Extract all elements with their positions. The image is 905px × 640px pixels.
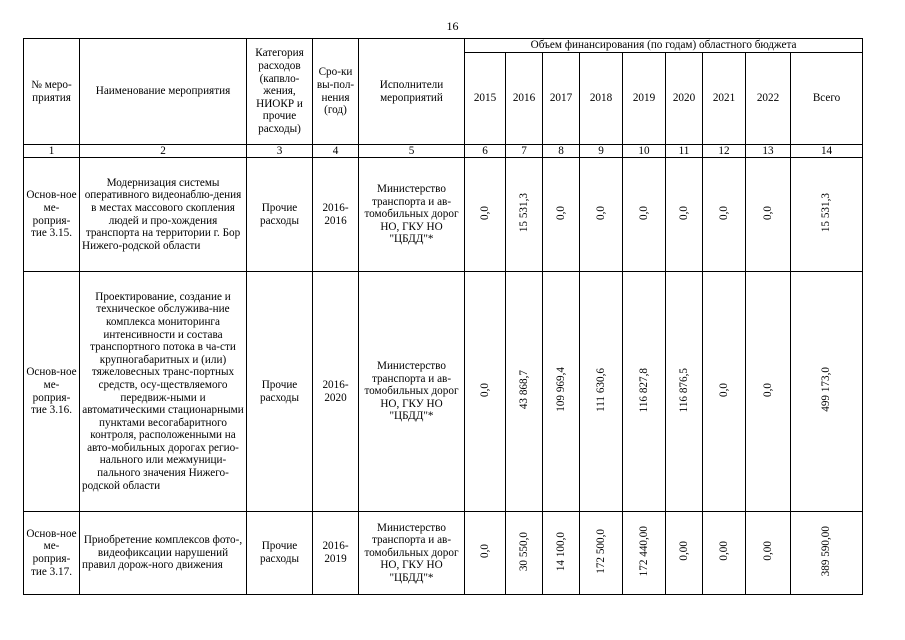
value-2019: 0,0 [637,205,650,220]
value-2016: 43 868,7 [517,370,530,410]
column-number: 1 [24,145,80,158]
value-2016: 15 531,3 [517,193,530,233]
header-number: № меро-приятия [24,39,80,145]
header-year-2016: 2016 [506,53,543,145]
value-2020: 116 876,5 [677,367,690,412]
value-total: 389 590,00 [820,526,833,577]
executors: Министерство транспорта и ав-томобильных дорог НО, ГКУ НО "ЦБДД"* [359,512,465,595]
measure-name: Модернизация системы оперативного видеонаблю-дения в местах массового скопления людей и про-хождения транспорта на территории г. Бор Нижего-родской области [80,158,247,272]
value-2022: 0,0 [761,382,774,397]
header-year-2018: 2018 [580,53,623,145]
header-year-2020: 2020 [666,53,703,145]
column-number: 2 [80,145,247,158]
column-number: 8 [543,145,580,158]
column-number: 4 [313,145,359,158]
column-number: 12 [703,145,746,158]
page-number: 16 [446,19,459,33]
header-name: Наименование мероприятия [80,39,247,145]
header-year-2022: 2022 [746,53,791,145]
column-number-row [24,145,863,158]
header-year-2017: 2017 [543,53,580,145]
value-2022: 0,0 [761,205,774,220]
column-number: 3 [247,145,313,158]
header-executors: Исполнители мероприятий [359,39,465,145]
measure-number: Основ-ное ме-роприя-тие 3.16. [24,272,80,512]
execution-period: 2016-2020 [313,272,359,512]
column-number: 14 [791,145,863,158]
value-total: 499 173,0 [820,367,833,413]
execution-period: 2016-2016 [313,158,359,272]
column-number: 11 [666,145,703,158]
execution-period: 2016-2019 [313,512,359,595]
header-period: Сро-ки вы-пол-нения (год) [313,39,359,145]
measure-name: Проектирование, создание и техническое обслужива-ние комплекса мониторинга интенсивности и состава транспортного потока в ча-сти крупногабаритных и (или) тяжеловесных транс-портных средств, осу-ществляемого передвиж-ными и автоматическими стационарными пунктами весогабаритного контроля, расположенными на авто-мобильных дорогах регио-нального или межмуници-пального значения Нижего-родской области [80,272,247,512]
header-year-2019: 2019 [623,53,666,145]
value-2020: 0,0 [677,205,690,220]
value-2021: 0,00 [717,541,730,561]
measure-number: Основ-ное ме-роприя-тие 3.15. [24,158,80,272]
header-total: Всего [791,53,863,145]
executors: Министерство транспорта и ав-томобильных дорог НО, ГКУ НО "ЦБДД"* [359,158,465,272]
value-2015: 0,0 [478,544,491,559]
measure-number: Основ-ное ме-роприя-тие 3.17. [24,512,80,595]
value-2018: 0,0 [594,205,607,220]
expense-category: Прочие расходы [247,512,313,595]
table-row [24,512,863,595]
value-2019: 116 827,8 [637,367,650,412]
value-2021: 0,0 [717,382,730,397]
header-year-2021: 2021 [703,53,746,145]
value-2019: 172 440,00 [637,526,650,577]
value-2022: 0,00 [761,541,774,561]
value-2017: 109 969,4 [554,367,567,413]
measure-name: Приобретение комплексов фото-, видеофиксации нарушений правил дорож-ного движения [80,512,247,595]
column-number: 7 [506,145,543,158]
header-category: Категория расходов (капвло-жения, НИОКР и прочие расходы) [247,39,313,145]
executors: Министерство транспорта и ав-томобильных дорог НО, ГКУ НО "ЦБДД"* [359,272,465,512]
value-2018: 111 630,6 [594,367,607,412]
expense-category: Прочие расходы [247,272,313,512]
value-2015: 0,0 [478,205,491,220]
table-row [24,272,863,512]
value-2020: 0,00 [677,541,690,561]
value-total: 15 531,3 [820,193,833,233]
financing-table [23,38,863,595]
value-2017: 14 100,0 [554,531,567,571]
value-2017: 0,0 [554,205,567,220]
column-number: 5 [359,145,465,158]
column-number: 13 [746,145,791,158]
value-2021: 0,0 [717,205,730,220]
column-number: 6 [465,145,506,158]
table-row [24,158,863,272]
header-year-2015: 2015 [465,53,506,145]
value-2015: 0,0 [478,382,491,397]
value-2016: 30 550,0 [517,531,530,571]
header-financing-group: Объем финансирования (по годам) областного бюджета [465,39,863,53]
column-number: 10 [623,145,666,158]
column-number: 9 [580,145,623,158]
expense-category: Прочие расходы [247,158,313,272]
value-2018: 172 500,0 [594,528,607,574]
